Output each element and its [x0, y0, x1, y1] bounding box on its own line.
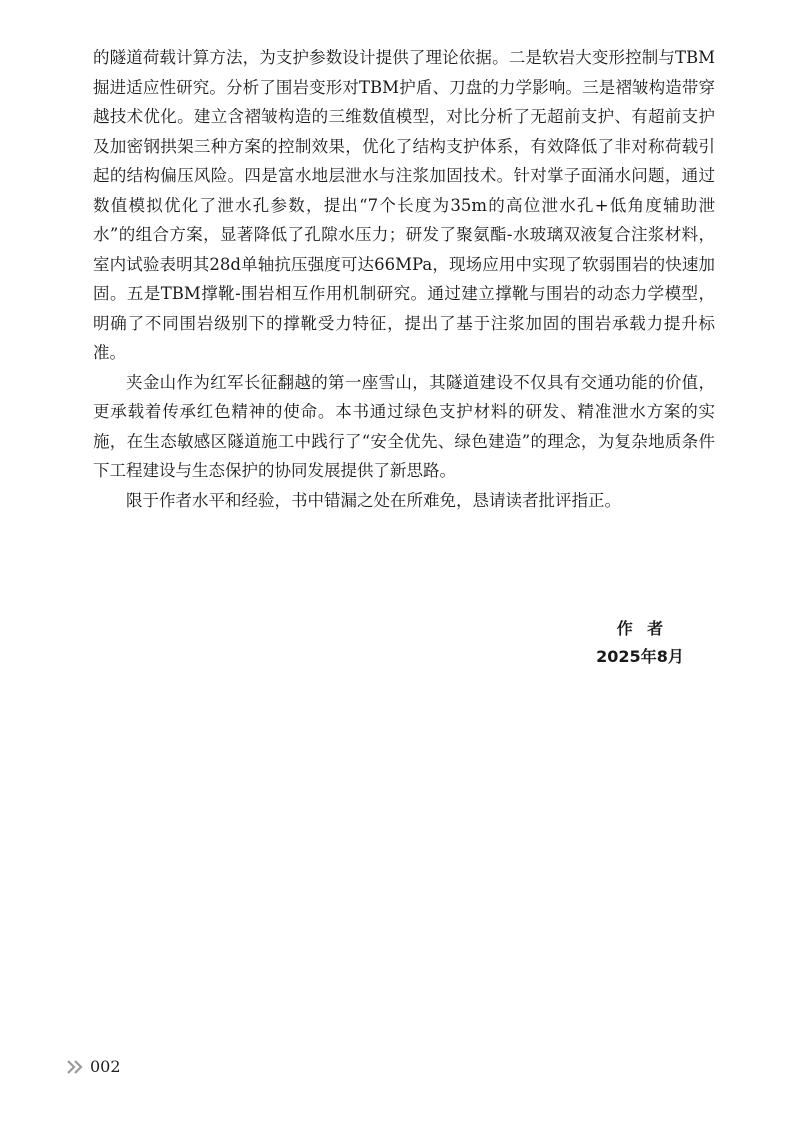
- page-footer: [66, 1057, 121, 1076]
- paragraph-closing: 限于作者水平和经验，书中错漏之处在所难免，恳请读者批评指正。: [126, 490, 621, 510]
- signature-author: 作者: [616, 619, 678, 638]
- paragraph-continued: 的隧道荷载计算方法，为支护参数设计提供了理论依据。二是软岩大变形控制与TBM掘进适应性研究。分析了围岩变形对TBM护盾、刀盘的力学影响。三是褶皱构造带穿越技术优化。建立含褶皱构造的三维数值模型，对比分析了无超前支护、有超前支护及加密钢拱架三种方案的控制效果，优化了结构支护体系，有效降低了非对称荷载引起的结构偏压风险。四是富水地层泄水与注浆加固技术。针对掌子面涌水问题，通过数值模拟优化了泄水孔参数，提出“7个长度为35m的高位泄水孔+低角度辅助泄水”的组合方案，显著降低了孔隙水压力；研发了聚氨酯-水玻璃双液复合注浆材料，室内试验表明其28d单轴抗压强度可达66MPa，现场应用中实现了软弱围岩的快速加固。五是TBM撑靴-围岩相互作用机制研究。通过建立撑靴与围岩的动态力学模型，明确了不同围岩级别下的撑靴受力特征，提出了基于注浆加固的围岩承载力提升标准。: [93, 48, 715, 362]
- double-chevron-right-icon: [66, 1059, 84, 1075]
- page-number: 002: [90, 1057, 121, 1076]
- paragraph-jiajinshan: 夹金山作为红军长征翻越的第一座雪山，其隧道建设不仅具有交通功能的价值，更承载着传承红色精神的使命。本书通过绿色支护材料的研发、精准泄水方案的实施，在生态敏感区隧道施工中践行了“安全优先、绿色建造”的理念，为复杂地质条件下工程建设与生态保护的协同发展提供了新思路。: [93, 372, 715, 480]
- signature-block: [560, 615, 720, 671]
- main-text: [93, 43, 715, 515]
- signature-date: 2025年8月: [596, 647, 684, 666]
